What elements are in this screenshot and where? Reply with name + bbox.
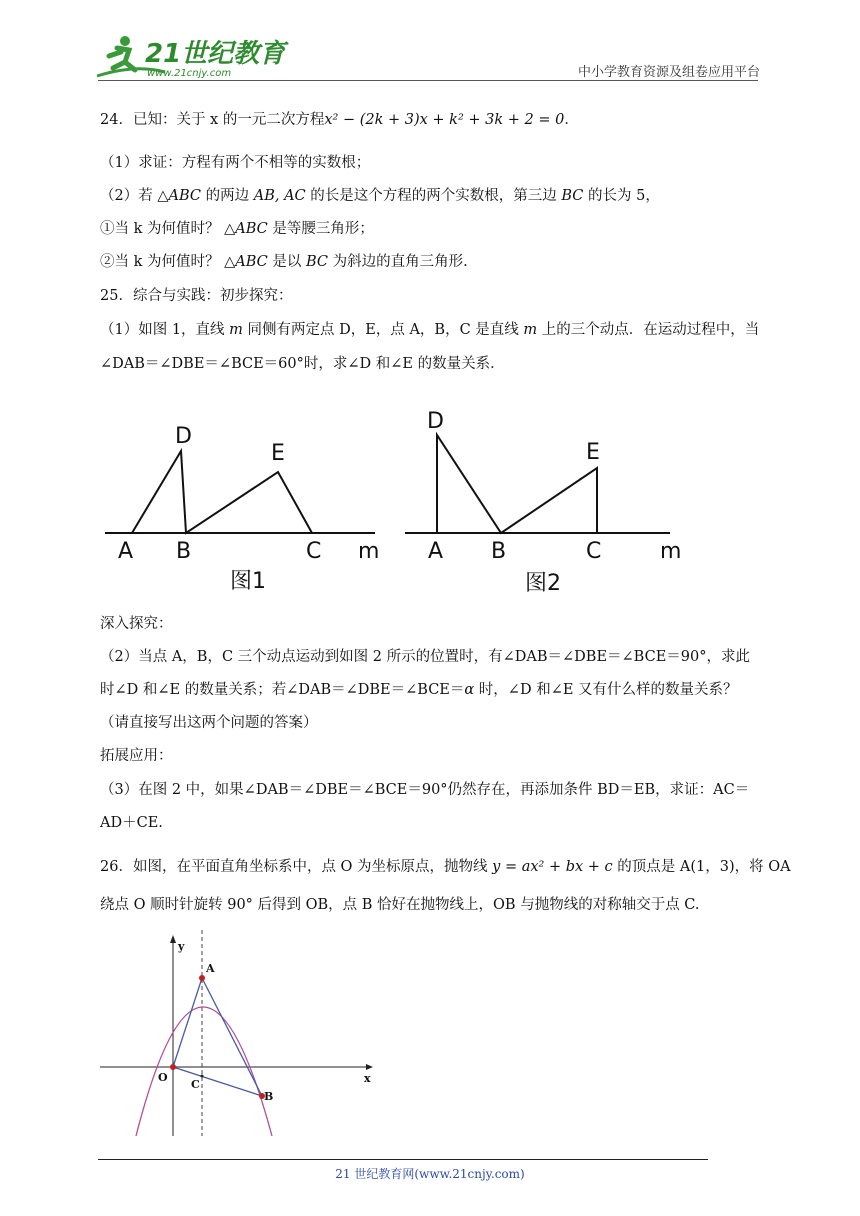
fig1-caption: 图1 (230, 569, 266, 594)
label-c: C (191, 1078, 200, 1091)
fig2-label-b: B (491, 539, 507, 564)
q24-stem: 24．已知：关于 x 的一元二次方程x² − (2k + 3)x + k² + 3k + 2 = 0． (100, 112, 579, 128)
q25-part3-line1: （3）在图 2 中，如果∠DAB＝∠DBE＝∠BCE＝90°仍然存在，再添加条件 BD＝EB，求证：AC＝ (100, 782, 750, 798)
logo-text: 21世纪教育 (145, 39, 286, 69)
fig1-label-m: m (358, 539, 380, 564)
parabola-curve (136, 1007, 272, 1136)
point-a (199, 975, 205, 981)
y-axis-arrow (170, 935, 176, 943)
q24-sub2: ②当 k 为何值时？ △ABC 是以 BC 为斜边的直角三角形. (100, 254, 468, 270)
fig2-path (437, 435, 597, 533)
q25-part1-line2: ∠DAB＝∠DBE＝∠BCE＝60°时，求∠D 和∠E 的数量关系． (100, 356, 505, 372)
header-divider (98, 80, 758, 81)
q25-deep-title: 深入探究： (100, 616, 173, 632)
fig2-label-e: E (586, 440, 600, 465)
q25-title: 25．综合与实践：初步探究： (100, 288, 293, 304)
footer-text: 21 世纪教育网(www.21cnjy.com) (335, 1167, 525, 1181)
q25-part2-line2: 时∠D 和∠E 的数量关系；若∠DAB＝∠DBE＝∠BCE＝α 时，∠D 和∠E 又有什么样的数量关系？ (100, 682, 738, 698)
figure-2 (405, 435, 670, 533)
q25-ext-title: 拓展应用： (100, 748, 173, 764)
fig1-label-a: A (118, 539, 134, 564)
q26-line1: 26．如图，在平面直角坐标系中，点 O 为坐标原点，抛物线 y = ax² + bx + c 的顶点是 A(1，3)，将 OA (100, 859, 791, 875)
fig1-label-b: B (176, 539, 192, 564)
label-y: y (178, 940, 185, 953)
fig1-label-d: D (175, 424, 192, 449)
q24-part2: （2）若 △ABC 的两边 AB, AC 的长是这个方程的两个实数根，第三边 BC 的长为 5， (100, 188, 660, 204)
figure-1 (105, 451, 375, 533)
footer-divider (98, 1159, 708, 1160)
fig1-path (132, 451, 312, 533)
header-title: 中小学教育资源及组卷应用平台 (577, 65, 760, 80)
fig2-label-d: D (427, 409, 444, 434)
q24-equation: x² − (2k + 3)x + k² + 3k + 2 = 0 (324, 112, 565, 128)
fig2-caption: 图2 (525, 571, 561, 596)
q25-part2-line1: （2）当点 A，B，C 三个动点运动到如图 2 所示的位置时，有∠DAB＝∠DBE＝∠BCE＝90°，求此 (100, 649, 750, 665)
segment-ab (202, 978, 262, 1096)
segment-oa (173, 978, 202, 1067)
label-x: x (364, 1072, 371, 1085)
label-a: A (206, 962, 215, 975)
q26-graph (98, 928, 388, 1140)
label-b: B (264, 1090, 274, 1103)
q25-part3-line2: AD＋CE. (100, 815, 163, 831)
site-logo (95, 32, 286, 80)
q25-figures (100, 400, 700, 600)
point-o (170, 1064, 176, 1070)
logo-url: www.21cnjy.com (147, 68, 232, 79)
fig2-label-m: m (660, 539, 682, 564)
q25-part1-line1: （1）如图 1，直线 m 同侧有两定点 D，E，点 A，B，C 是直线 m 上的三个动点．在运动过程中，当 (100, 322, 760, 338)
fig1-label-e: E (271, 441, 285, 466)
q25-part2-line3: （请直接写出这两个问题的答案） (100, 715, 318, 731)
q24-sub1: ①当 k 为何值时？ △ABC 是等腰三角形； (100, 221, 374, 237)
fig2-label-a: A (428, 539, 444, 564)
fig2-label-c: C (586, 539, 602, 564)
fig1-label-c: C (306, 539, 322, 564)
q24-part1: （1）求证：方程有两个不相等的实数根； (100, 155, 371, 171)
label-o: O (158, 1071, 168, 1084)
point-c (201, 1075, 204, 1078)
x-axis-arrow (366, 1064, 373, 1070)
segment-ob (173, 1067, 262, 1096)
q26-line2: 绕点 O 顺时针旋转 90° 后得到 OB，点 B 恰好在抛物线上，OB 与抛物线的对称轴交于点 C. (100, 897, 700, 913)
